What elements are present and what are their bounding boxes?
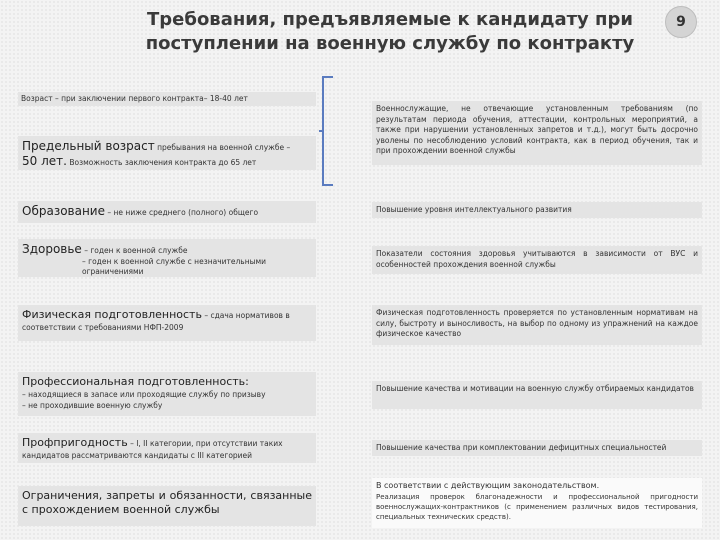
bracket-icon [318,75,338,190]
health-note: Показатели состояния здоровья учитываются в зависимости от ВУС и особенностей прохождения военной службы [376,249,698,269]
professional-head: Профессиональная подготовленность: [22,375,249,388]
professional-line1: – находящиеся в запасе или проходящие службу по призыву [22,390,266,399]
education-note: Повышение уровня интеллектуального развития [376,205,572,214]
education-head: Образование [22,204,105,218]
age-box [18,92,316,106]
age-text: Возраст – при заключении первого контракта– 18-40 лет [21,94,248,103]
professional-line2: – не проходившие военную службу [22,401,163,410]
limit-age-tail: Возможность заключения контракта до 65 лет [69,158,257,167]
education-note-box [372,202,702,218]
restrictions-box [18,486,316,526]
physical-note-box [372,305,702,345]
health-box [18,239,316,277]
limit-age-box [18,136,316,170]
education-box [18,201,316,223]
physical-note: Физическая подготовленность проверяется по установленным нормативам на силу, быстроту и выносливость, на выбор по одному из упражнений на каждое физическое качество [376,308,698,338]
education-tail: – не ниже среднего (полного) общего [105,208,259,217]
dismissal-box [372,101,702,165]
page-number-badge: 9 [665,6,697,38]
health-line1: – годен к военной службе [81,246,188,255]
dismissal-text: Военнослужащие, не отвечающие установленным требованиям (по результатам периода обучения, аттестации, контрольных мероприятий, а также при нарушении установленных запретов и т.д.), могут быть досрочно уволены по несоблюдению условий контракта, как в период обучения, так и при прохождении военной службы [376,104,698,155]
professional-box [18,372,316,416]
restrictions-text: Ограничения, запреты и обязанности, связанные с прохождением военной службы [22,489,312,516]
law-note-line2: Реализация проверок благонадежности и профессиональной пригодности военнослужащих-контрактников (с применением различных видов тестирования, специальных технических средств). [376,492,698,521]
health-head: Здоровье [22,242,82,256]
limit-age-years: 50 лет. [22,154,67,168]
page-title: Требования, предъявляемые к кандидату при поступлении на военную службу по контракту [145,9,635,54]
physical-head: Физическая подготовленность [22,308,202,321]
law-note-line1: В соответствии с действующим законодательством. [376,481,600,490]
physical-box [18,305,316,341]
health-note-box [372,246,702,274]
aptitude-note: Повышение качества при комплектовании дефицитных специальностей [376,443,667,452]
professional-note-box [372,381,702,409]
professional-note: Повышение качества и мотивации на военную службу отбираемых кандидатов [376,384,694,393]
law-note-box [372,478,702,528]
limit-age-mid: пребывания на военной службе – [154,143,291,152]
health-line2: – годен к военной службе с незначительными ограничениями [82,257,267,276]
physical-tail: – сдача нормативов в соответствии с требованиями НФП-2009 [22,311,290,332]
aptitude-head: Профпригодность [22,436,128,449]
limit-age-head: Предельный возраст [22,139,155,153]
aptitude-tail: – I, II категории, при отсутствии таких кандидатов рассматриваются кандидаты с III категорией [22,439,283,460]
aptitude-note-box [372,440,702,456]
aptitude-box [18,433,316,463]
